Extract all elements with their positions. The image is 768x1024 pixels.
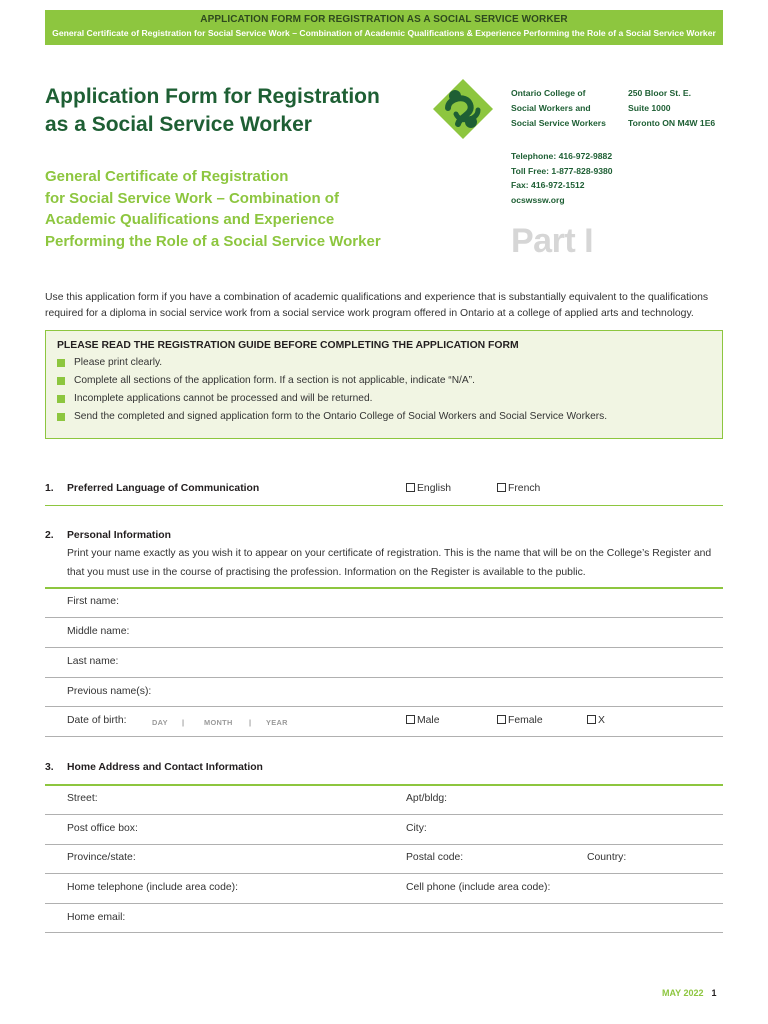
email-field[interactable]: Home email: <box>67 912 126 923</box>
section-heading: Home Address and Contact Information <box>67 762 263 773</box>
dob-month-hint: MONTH <box>204 718 233 727</box>
french-checkbox[interactable] <box>497 483 540 494</box>
female-checkbox[interactable] <box>497 715 543 726</box>
contact-website[interactable]: ocswssw.org <box>511 194 565 205</box>
field-line <box>45 814 723 815</box>
org-line2: Social Workers and <box>511 103 591 114</box>
contact-phone: Telephone: 416-972-9882 <box>511 151 613 161</box>
org-name <box>511 86 606 132</box>
field-line <box>45 647 723 648</box>
po-box-field[interactable]: Post office box: <box>67 823 138 834</box>
home-phone-field[interactable]: Home telephone (include area code): <box>67 882 238 893</box>
bullet-square-icon <box>57 413 65 421</box>
checkbox-icon[interactable] <box>406 715 415 724</box>
page-title <box>45 83 385 139</box>
bullet-square-icon <box>57 395 65 403</box>
first-name-field[interactable]: First name: <box>67 596 119 607</box>
dob-separator: | <box>182 718 185 727</box>
subtitle-line3: Academic Qualifications and Experience <box>45 211 335 228</box>
banner-subtitle: General Certificate of Registration for Social Service Work – Combination of Academic Qualifications & Experience Performing the Role of a Social Service Worker <box>52 28 716 38</box>
contact-fax: Fax: 416-972-1512 <box>511 180 585 191</box>
notice-heading: PLEASE READ THE REGISTRATION GUIDE BEFORE COMPLETING THE APPLICATION FORM <box>57 340 519 351</box>
country-field[interactable]: Country: <box>587 852 627 863</box>
notice-item <box>57 354 710 372</box>
section-divider <box>45 505 723 506</box>
middle-name-field[interactable]: Middle name: <box>67 626 130 637</box>
dob-day-hint: DAY <box>152 718 168 727</box>
subtitle-line4: Performing the Role of a Social Service Worker <box>45 232 381 250</box>
apt-field[interactable]: Apt/bldg: <box>406 793 448 804</box>
page-subtitle <box>45 166 405 252</box>
banner-title: APPLICATION FORM FOR REGISTRATION AS A SOCIAL SERVICE WORKER <box>200 14 568 25</box>
section-divider <box>45 784 723 786</box>
section-number: 1. <box>45 483 54 494</box>
org-line3: Social Service Workers <box>511 118 606 129</box>
section-number: 3. <box>45 762 54 773</box>
field-line <box>45 736 723 737</box>
dob-separator: | <box>249 718 252 727</box>
x-gender-label: X <box>598 715 605 726</box>
street-field[interactable]: Street: <box>67 793 98 804</box>
section-heading: Preferred Language of Communication <box>67 483 260 494</box>
dob-field[interactable]: Date of birth: <box>67 715 127 726</box>
checkbox-icon[interactable] <box>497 483 506 492</box>
bullet-square-icon <box>57 377 65 385</box>
subtitle-line1: General Certificate of Registration <box>45 168 289 185</box>
checkbox-icon[interactable] <box>406 483 415 492</box>
section-number: 2. <box>45 530 54 541</box>
postal-code-field[interactable]: Postal code: <box>406 852 464 863</box>
section-divider <box>45 587 723 589</box>
org-contact <box>511 149 613 207</box>
subtitle-line2: for Social Service Work – Combination of <box>45 189 339 207</box>
cell-phone-field[interactable]: Cell phone (include area code): <box>406 882 551 893</box>
org-line1: Ontario College of <box>511 88 586 98</box>
contact-tollfree: Toll Free: 1-877-828-9380 <box>511 165 613 176</box>
female-label: Female <box>508 715 543 726</box>
male-label: Male <box>417 715 440 726</box>
notice-list <box>57 354 710 426</box>
notice-item-text: Please print clearly. <box>74 357 163 368</box>
section-heading: Personal Information <box>67 530 171 541</box>
part-label: Part I <box>511 222 594 260</box>
field-line <box>45 677 723 678</box>
page-title-line2: as a Social Service Worker <box>45 113 312 136</box>
last-name-field[interactable]: Last name: <box>67 656 119 667</box>
notice-item-text: Incomplete applications cannot be processed and will be returned. <box>74 393 373 404</box>
bullet-square-icon <box>57 359 65 367</box>
notice-item <box>57 372 710 390</box>
field-line <box>45 903 723 904</box>
footer-date: MAY 2022 <box>662 988 704 998</box>
page-title-line1: Application Form for Registration <box>45 85 380 108</box>
notice-box <box>45 330 723 439</box>
field-line <box>45 932 723 933</box>
page-number: 1 <box>711 988 717 998</box>
field-line <box>45 844 723 845</box>
address-line2: Suite 1000 <box>628 103 671 114</box>
address-line1: 250 Bloor St. E. <box>628 88 692 98</box>
checkbox-icon[interactable] <box>587 715 596 724</box>
previous-names-field[interactable]: Previous name(s): <box>67 686 152 697</box>
org-address <box>628 86 715 132</box>
page-footer <box>662 988 717 998</box>
notice-item-text: Complete all sections of the application form. If a section is not applicable, indicate “N/A”. <box>74 375 475 386</box>
college-logo-icon <box>432 78 494 140</box>
checkbox-icon[interactable] <box>497 715 506 724</box>
province-field[interactable]: Province/state: <box>67 852 136 863</box>
header-banner <box>45 10 723 45</box>
field-line <box>45 873 723 874</box>
x-gender-checkbox[interactable] <box>587 715 605 726</box>
english-label: English <box>417 483 452 494</box>
french-label: French <box>508 483 541 494</box>
intro-text: Use this application form if you have a combination of academic qualifications and experience that is substantially equivalent to the qualifications required for a diploma in social service work from a social service work program offered in Ontario at a college of applied arts and technology. <box>45 292 709 319</box>
male-checkbox[interactable] <box>406 715 440 726</box>
field-line <box>45 617 723 618</box>
field-line <box>45 706 723 707</box>
notice-item-text: Send the completed and signed application form to the Ontario College of Social Workers and Social Service Workers. <box>74 411 608 422</box>
english-checkbox[interactable] <box>406 483 451 494</box>
dob-year-hint: YEAR <box>266 718 288 727</box>
address-line3: Toronto ON M4W 1E6 <box>628 118 716 129</box>
personal-info-note: Print your name exactly as you wish it to appear on your certificate of registration. This is the name that will be on the College’s Register and that you must use in the course of practising the profession. Information on the Register is available to the public. <box>67 548 712 578</box>
notice-item <box>57 408 710 426</box>
city-field[interactable]: City: <box>406 823 427 834</box>
notice-item <box>57 390 710 408</box>
